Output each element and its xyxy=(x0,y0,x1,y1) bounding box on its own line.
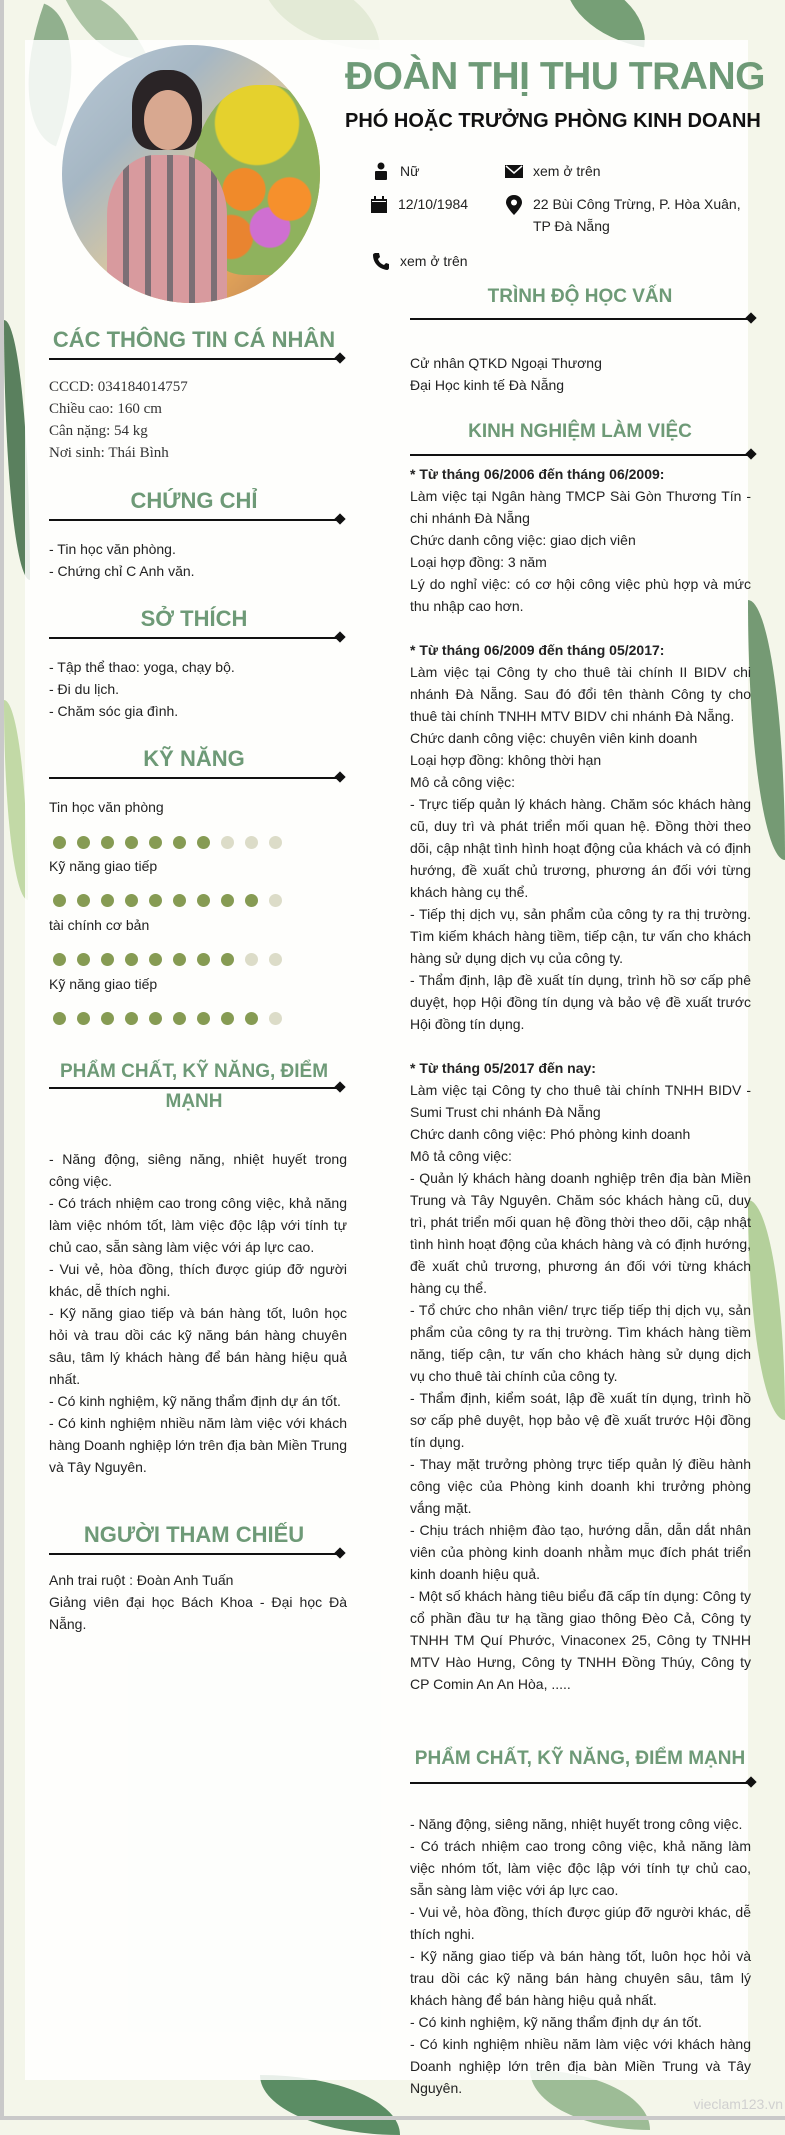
hobby-item: - Đi du lịch. xyxy=(49,681,120,697)
rating-dot-empty xyxy=(245,836,258,849)
skill-label: Tin học văn phòng xyxy=(49,799,164,815)
certificates-title: CHỨNG CHỈ xyxy=(130,488,258,513)
reference-item: Giảng viên đại học Bách Khoa - Đại học Đà Nẵng. xyxy=(49,1594,347,1632)
job-line: Làm việc tại Công ty cho thuê tài chính TNHH BIDV - Sumi Trust chi nhánh Đà Nẵng xyxy=(410,1082,751,1120)
strength-item: - Vui vẻ, hòa đồng, thích được giúp đỡ người khác, dễ thích nghi. xyxy=(49,1261,347,1299)
certificate-item: - Chứng chỉ C Anh văn. xyxy=(49,563,195,579)
education-item: Cử nhân QTKD Ngoại Thương xyxy=(410,355,602,371)
rating-dot-filled xyxy=(53,953,66,966)
section-divider xyxy=(410,1782,750,1784)
job-entry xyxy=(410,1057,751,1695)
rating-dot-filled xyxy=(101,953,114,966)
job-line: - Thẩm định, lập đề xuất tín dụng, trình hồ sơ cấp phê duyệt, họp Hội đồng tín dụng và bảo vệ đề xuất trước Hội đồng tín dụng. xyxy=(410,972,751,1032)
rating-dot-empty xyxy=(269,836,282,849)
map-pin-icon xyxy=(505,195,523,215)
rating-dot-empty xyxy=(269,953,282,966)
leaf-decoration xyxy=(260,2075,400,2135)
hobby-item: - Chăm sóc gia đình. xyxy=(49,703,179,719)
contact-birthdate xyxy=(370,193,468,215)
birthdate-value: 12/10/1984 xyxy=(398,196,469,212)
strength-item: - Năng động, siêng năng, nhiệt huyết trong công việc. xyxy=(410,1816,743,1832)
person-icon xyxy=(372,162,390,180)
rating-dot-filled xyxy=(53,1012,66,1025)
watermark: vieclam123.vn xyxy=(693,2096,783,2112)
job-line: Làm việc tại Ngân hàng TMCP Sài Gòn Thương Tín - chi nhánh Đà Nẵng xyxy=(410,488,751,526)
calendar-icon xyxy=(370,195,388,213)
envelope-icon xyxy=(505,162,523,180)
personal-info-list xyxy=(49,376,349,464)
skill-rating xyxy=(53,1012,282,1025)
skill-label: Kỹ năng giao tiếp xyxy=(49,976,158,992)
job-line: Chức danh công việc: giao dịch viên xyxy=(410,532,636,548)
personal-info-cccd: CCCD: 034184014757 xyxy=(49,379,188,395)
contact-gender xyxy=(372,160,419,182)
strength-item: - Năng động, siêng năng, nhiệt huyết trong công việc. xyxy=(49,1151,347,1189)
photo-shirt xyxy=(107,155,227,303)
rating-dot-filled xyxy=(77,1012,90,1025)
job-line: Làm việc tại Công ty cho thuê tài chính II BIDV chi nhánh Đà Nẵng. Sau đó đổi tên thành Công ty cho thuê tài chính TNHH MTV BIDV chi nhánh Đà Nẵng. xyxy=(410,664,751,724)
skill-rating xyxy=(53,836,282,849)
job-line: - Quản lý khách hàng doanh nghiệp trên địa bàn Miền Trung và Tây Nguyên. Chăm sóc khách hàng cũ, duy trì, phát triển mối quan hệ đồng thời theo dõi, cập nhật tình hình hoạt động của khách hàng và có định hướng, đề xuất chủ trương, phương án đối với từng khách hàng cụ thể. xyxy=(410,1170,751,1296)
rating-dot-filled xyxy=(173,836,186,849)
hobby-item: - Tập thể thao: yoga, chạy bộ. xyxy=(49,659,235,675)
contact-address xyxy=(505,193,745,237)
rating-dot-filled xyxy=(221,894,234,907)
section-divider xyxy=(49,358,339,360)
reference-item: Anh trai ruột : Đoàn Anh Tuấn xyxy=(49,1572,234,1588)
section-divider xyxy=(410,454,750,456)
leaf-decoration xyxy=(748,600,785,860)
section-divider xyxy=(49,1553,339,1555)
education-item: Đại Học kinh tế Đà Nẵng xyxy=(410,377,565,393)
strengths-left-title-line1: PHẨM CHẤT, KỸ NĂNG, ĐIỂM xyxy=(59,1061,329,1082)
job-period: * Từ tháng 06/2006 đến tháng 06/2009: xyxy=(410,466,665,482)
certificates-list xyxy=(49,538,349,582)
rating-dot-filled xyxy=(101,1012,114,1025)
rating-dot-filled xyxy=(149,953,162,966)
skill-label: Kỹ năng giao tiếp xyxy=(49,858,158,874)
phone-icon xyxy=(372,252,390,270)
rating-dot-filled xyxy=(77,836,90,849)
rating-dot-filled xyxy=(173,1012,186,1025)
left-border xyxy=(0,0,4,2120)
rating-dot-filled xyxy=(53,894,66,907)
personal-info-height: Chiều cao: 160 cm xyxy=(49,401,162,417)
rating-dot-filled xyxy=(245,894,258,907)
skill-label: tài chính cơ bản xyxy=(49,917,150,933)
personal-info-title: CÁC THÔNG TIN CÁ NHÂN xyxy=(52,327,336,352)
job-period: * Từ tháng 06/2009 đến tháng 05/2017: xyxy=(410,642,665,658)
strengths-right-title: PHẨM CHẤT, KỸ NĂNG, ĐIỂM MẠNH xyxy=(414,1748,746,1769)
job-line: - Trực tiếp quản lý khách hàng. Chăm sóc khách hàng cũ, duy trì và phát triển mối quan hệ. Đồng thời theo dõi, cập nhật tình hình hoạt động của khách và có định hướng, đề xuất chủ trương, phương án đối với từng khách hàng cụ thể. xyxy=(410,796,751,900)
rating-dot-filled xyxy=(101,836,114,849)
rating-dot-filled xyxy=(125,836,138,849)
rating-dot-filled xyxy=(101,894,114,907)
rating-dot-filled xyxy=(221,953,234,966)
job-entry xyxy=(410,639,751,1035)
job-entry xyxy=(410,463,751,617)
rating-dot-filled xyxy=(77,894,90,907)
strength-item: - Có kinh nghiệm nhiều năm làm việc với khách hàng Doanh nghiệp lớn trên địa bàn Miền Trung và Tây Nguyên. xyxy=(410,2036,751,2096)
candidate-name: ĐOÀN THỊ THU TRANG xyxy=(345,55,765,98)
rating-dot-filled xyxy=(197,953,210,966)
experience-list xyxy=(410,463,751,1695)
job-line: Mô tả công việc: xyxy=(410,1148,512,1164)
rating-dot-filled xyxy=(173,894,186,907)
rating-dot-filled xyxy=(125,1012,138,1025)
strength-item: - Có kinh nghiệm nhiều năm làm việc với khách hàng Doanh nghiệp lớn trên địa bàn Miền Trung và Tây Nguyên. xyxy=(49,1415,347,1475)
references-list xyxy=(49,1569,347,1635)
personal-info-birthplace: Nơi sinh: Thái Bình xyxy=(49,445,169,461)
strengths-right-list xyxy=(410,1813,751,2099)
job-line: - Thay mặt trưởng phòng trực tiếp quản lý điều hành công việc của Phòng kinh doanh khi trưởng phòng vắng mặt. xyxy=(410,1456,751,1516)
address-value: 22 Bùi Công Trừng, P. Hòa Xuân, TP Đà Nẵng xyxy=(533,196,741,234)
phone-value[interactable]: xem ở trên xyxy=(400,253,468,269)
skill-rating xyxy=(53,953,282,966)
profile-photo xyxy=(62,45,320,303)
rating-dot-filled xyxy=(77,953,90,966)
strength-item: - Kỹ năng giao tiếp và bán hàng tốt, luôn học hỏi và trau dồi các kỹ năng bán hàng chuyên sâu, tâm lý khách hàng để bán hàng hiệu quả nhất. xyxy=(49,1305,347,1387)
section-divider xyxy=(410,318,750,320)
rating-dot-filled xyxy=(221,1012,234,1025)
job-line: - Thẩm định, kiểm soát, lập đề xuất tín dụng, trình hồ sơ cấp phê duyệt, họp bảo vệ đề xuất trước Hội đồng tín dụng. xyxy=(410,1390,751,1450)
strength-item: - Có trách nhiệm cao trong công việc, khả năng làm việc nhóm tốt, làm việc độc lập với tính tự chủ cao, sẵn sàng làm việc với áp lực cao. xyxy=(410,1838,751,1898)
section-divider xyxy=(49,777,339,779)
contact-phone xyxy=(372,250,468,272)
skill-rating xyxy=(53,894,282,907)
strengths-left-title-line2: MẠNH xyxy=(165,1091,223,1112)
rating-dot-filled xyxy=(149,894,162,907)
job-line: Loại hợp đồng: không thời hạn xyxy=(410,752,602,768)
rating-dot-filled xyxy=(125,953,138,966)
section-divider xyxy=(49,519,339,521)
job-line: Chức danh công việc: Phó phòng kinh doanh xyxy=(410,1126,691,1142)
job-line: - Chịu trách nhiệm đào tạo, hướng dẫn, dẫn dắt nhân viên của phòng kinh doanh nhằm mục đích phát triển kinh doanh hiệu quả. xyxy=(410,1522,751,1582)
photo-face xyxy=(144,90,192,150)
rating-dot-filled xyxy=(197,894,210,907)
rating-dot-filled xyxy=(173,953,186,966)
gender-value: Nữ xyxy=(400,163,420,179)
section-divider xyxy=(49,1087,339,1089)
references-title: NGƯỜI THAM CHIẾU xyxy=(83,1522,305,1547)
personal-info-weight: Cân nặng: 54 kg xyxy=(49,423,148,439)
rating-dot-filled xyxy=(149,1012,162,1025)
job-period: * Từ tháng 05/2017 đến nay: xyxy=(410,1060,596,1076)
hobbies-title: SỞ THÍCH xyxy=(140,606,248,631)
job-line: Lý do nghỉ việc: có cơ hội công việc phù hợp và mức thu nhập cao hơn. xyxy=(410,576,751,614)
strengths-left-list xyxy=(49,1148,347,1478)
job-line: Chức danh công việc: chuyên viên kinh doanh xyxy=(410,730,698,746)
contact-email xyxy=(505,160,601,182)
email-value[interactable]: xem ở trên xyxy=(533,163,601,179)
leaf-decoration xyxy=(748,1200,785,1420)
hobbies-list xyxy=(49,656,349,722)
rating-dot-filled xyxy=(197,1012,210,1025)
strength-item: - Có trách nhiệm cao trong công việc, khả năng làm việc nhóm tốt, làm việc độc lập với tính tự chủ cao, sẵn sàng làm việc với áp lực cao. xyxy=(49,1195,347,1255)
bottom-border xyxy=(0,2116,785,2120)
education-title: TRÌNH ĐỘ HỌC VẤN xyxy=(487,286,673,307)
rating-dot-filled xyxy=(125,894,138,907)
rating-dot-filled xyxy=(197,836,210,849)
section-divider xyxy=(49,637,339,639)
strength-item: - Vui vẻ, hòa đồng, thích được giúp đỡ người khác, dễ thích nghi. xyxy=(410,1904,751,1942)
education-list xyxy=(410,352,750,396)
job-line: - Tiếp thị dịch vụ, sản phẩm của công ty ra thị trường. Tìm kiếm khách hàng tiềm, tiếp cận, tư vấn cho khách hàng sử dụng dịch vụ của công ty. xyxy=(410,906,751,966)
job-line: - Tổ chức cho nhân viên/ trực tiếp tiếp thị dịch vụ, sản phẩm của công ty ra thị trường. Tìm khách hàng tiềm năng, tiếp cận, tư vấn cho khách hàng sử dụng dịch vụ cho thuê tài chính của công ty. xyxy=(410,1302,751,1384)
rating-dot-empty xyxy=(269,894,282,907)
job-line: - Một số khách hàng tiêu biểu đã cấp tín dụng: Công ty cổ phần đầu tư hạ tầng giao thông Đèo Cả, Công ty TNHH TM Quí Phước, Vinaconex 25, Công ty TNHH MTV Hào Hưng, Công ty TNHH Đồng Thúy, Công ty CP Comin An An Hòa, ..... xyxy=(410,1588,751,1692)
rating-dot-filled xyxy=(245,1012,258,1025)
experience-title: KINH NGHIỆM LÀM VIỆC xyxy=(468,421,692,442)
strength-item: - Kỹ năng giao tiếp và bán hàng tốt, luôn học hỏi và trau dồi các kỹ năng bán hàng chuyên sâu, tâm lý khách hàng để bán hàng hiệu quả nhất. xyxy=(410,1948,751,2008)
rating-dot-empty xyxy=(221,836,234,849)
strength-item: - Có kinh nghiệm, kỹ năng thẩm định dự án tốt. xyxy=(410,2014,702,2030)
skills-title: KỸ NĂNG xyxy=(143,746,245,771)
strength-item: - Có kinh nghiệm, kỹ năng thẩm định dự án tốt. xyxy=(49,1393,341,1409)
job-title: PHÓ HOẶC TRƯỞNG PHÒNG KINH DOANH xyxy=(345,110,761,132)
rating-dot-empty xyxy=(245,953,258,966)
rating-dot-filled xyxy=(53,836,66,849)
rating-dot-empty xyxy=(269,1012,282,1025)
rating-dot-filled xyxy=(149,836,162,849)
job-line: Loại hợp đồng: 3 năm xyxy=(410,554,547,570)
job-line: Mô cả công việc: xyxy=(410,774,516,790)
certificate-item: - Tin học văn phòng. xyxy=(49,541,176,557)
